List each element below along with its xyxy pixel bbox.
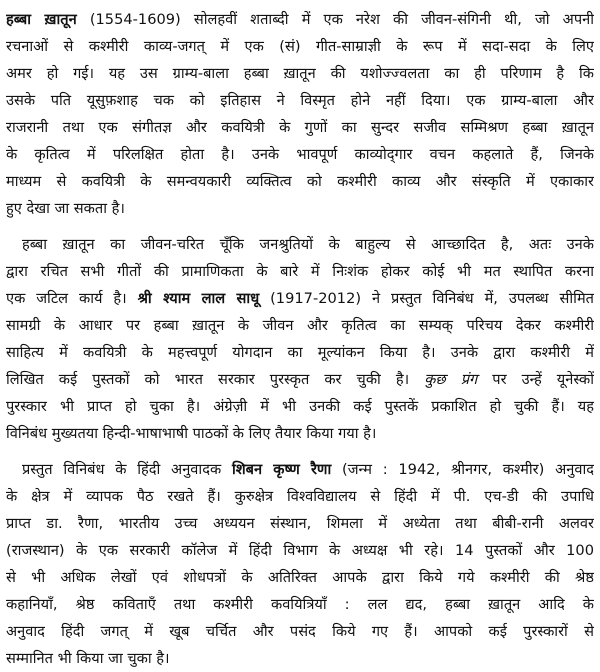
- text-line: [6, 339, 594, 366]
- text-line: [6, 591, 594, 618]
- text-line: [6, 6, 594, 33]
- text-line: [6, 537, 594, 564]
- text-span: विनिबंध मुख्यतया हिन्दी-भाषाभाषी पाठकों के लिए तैयार किया गया है।: [6, 425, 377, 442]
- text-span: उसके पति यूसुफ़शाह चक को इतिहास ने विस्मृत होने नहीं दिया। एक ग्राम्य-बाला और: [6, 92, 594, 109]
- text-line: [6, 285, 594, 312]
- text-span: पुरस्कार भी प्राप्त हो चुका है। अंग्रेज़ी में भी उनकी कई पुस्तकें प्रकाशित हो चुकी हैं। यह: [6, 398, 594, 415]
- text-span: साहित्य में कवयित्री के महत्त्वपूर्ण योगदान का मूल्यांकन किया है। उनके द्वारा कश्मीरी में: [6, 344, 594, 361]
- text-span: सम्मानित भी किया जा चुका है।: [6, 650, 170, 667]
- text-line: [6, 312, 594, 339]
- text-line: [6, 168, 594, 195]
- text-span: पर उन्हें यूनेस्कों: [477, 371, 594, 388]
- text-span: अमर हो गई। यह उस ग्राम्य-बाला हब्बा ख़ातून की यशोज्ज्वलता का ही परिणाम है कि: [6, 65, 594, 82]
- text-span: एक जटिल कार्य है।: [6, 290, 138, 307]
- text-span: राजरानी तथा एक संगीतज्ञ और कवयित्री के गुणों का सुन्दर सजीव सम्मिश्रण हब्बा ख़ातून: [6, 119, 594, 136]
- text-span: (1917-2012) ने प्रस्तुत विनिबंध में, उपलब्ध सीमित: [259, 290, 594, 307]
- text-line: [6, 510, 594, 537]
- text-line: [6, 456, 594, 483]
- text-span: अनुवाद हिंदी जगत् में खूब चर्चित और पसंद किये गए हैं। आपको कई पुरस्कारों से: [6, 623, 594, 640]
- text-line: [6, 141, 594, 168]
- text-line: [6, 258, 594, 285]
- text-line: [6, 393, 594, 420]
- bold-name: हब्बा ख़ातून: [6, 11, 77, 28]
- text-span: हब्बा ख़ातून का जीवन-चरित चूँकि जनश्रुतियों के बाहुल्य से आच्छादित है, अतः उनके: [22, 236, 594, 253]
- text-line: [6, 618, 594, 645]
- text-span: प्राप्त डा. रैणा, भारतीय उच्च अध्ययन संस्थान, शिमला में अध्येता तथा बीबी-रानी अलवर: [6, 515, 594, 532]
- text-span: सामग्री के आधार पर हब्बा ख़ातून के जीवन और कृतित्व का सम्यक् परिचय देकर कश्मीरी: [6, 317, 594, 334]
- text-span: माध्यम से कवयित्री के समन्वयकारी व्यक्तित्व को कश्मीरी काव्य और संस्कृति में एकाकार: [6, 173, 594, 190]
- bold-name: शिबन कृष्ण रैणा: [231, 461, 332, 478]
- text-line: [6, 420, 594, 447]
- text-span: से भी अधिक लेखों एवं शोधपत्रों के अतिरिक्त आपके द्वारा किये गये कश्मीरी की श्रेष्ठ: [6, 569, 594, 586]
- text-span: रचनाओं से कश्मीरी काव्य-जगत् में एक (सं) गीत-साम्राज्ञी के रूप में सदा-सदा के लिए: [6, 38, 594, 55]
- text-line: [6, 483, 594, 510]
- text-line: [6, 645, 594, 672]
- text-line: [6, 114, 594, 141]
- text-line: [6, 366, 594, 393]
- text-span: (1554-1609) सोलहवीं शताब्दी में एक नरेश की जीवन-संगिनी थी, जो अपनी: [76, 11, 594, 28]
- text-span: हुए देखा जा सकता है।: [6, 200, 125, 217]
- text-line: [6, 33, 594, 60]
- bold-name: श्री श्याम लाल साधू: [137, 290, 260, 307]
- text-span: कहानियाँ, श्रेष्ठ कविताएँ तथा कश्मीरी कवयित्रियाँ : लल द्यद, हब्बा ख़ातून आदि के: [6, 596, 594, 613]
- text-line: [6, 195, 594, 222]
- text-span: के क्षेत्र में व्यापक पैठ रखते हैं। कुरुक्षेत्र विश्वविद्यालय से हिंदी में पी. एच-डी की उपाधि: [6, 488, 594, 505]
- italic-title: कुछ प्रंग: [424, 371, 478, 388]
- text-line: [6, 231, 594, 258]
- text-line: [6, 87, 594, 114]
- text-span: प्रस्तुत विनिबंध के हिंदी अनुवादक: [22, 461, 232, 478]
- text-span: लिखित कई पुस्तकों को भारत सरकार पुरस्कृत कर चुकी है।: [6, 371, 425, 388]
- text-span: द्वारा रचित सभी गीतों की प्रामाणिकता के बारे में निःशंक होकर कोई भी मत स्थापित करना: [6, 263, 594, 280]
- text-span: के कृतित्व में परिलक्षित होता है। उनके भावपूर्ण काव्योद्‌गार वचन कहलाते हैं, जिनके: [6, 146, 594, 163]
- text-line: [6, 60, 594, 87]
- text-span: (राजस्थान) के एक सरकारी कॉलेज में हिंदी विभाग के अध्यक्ष भी रहे। 14 पुस्तकों और 100: [6, 542, 594, 559]
- text-span: (जन्म : 1942, श्रीनगर, कश्मीर) अनुवाद: [331, 461, 594, 478]
- text-line: [6, 564, 594, 591]
